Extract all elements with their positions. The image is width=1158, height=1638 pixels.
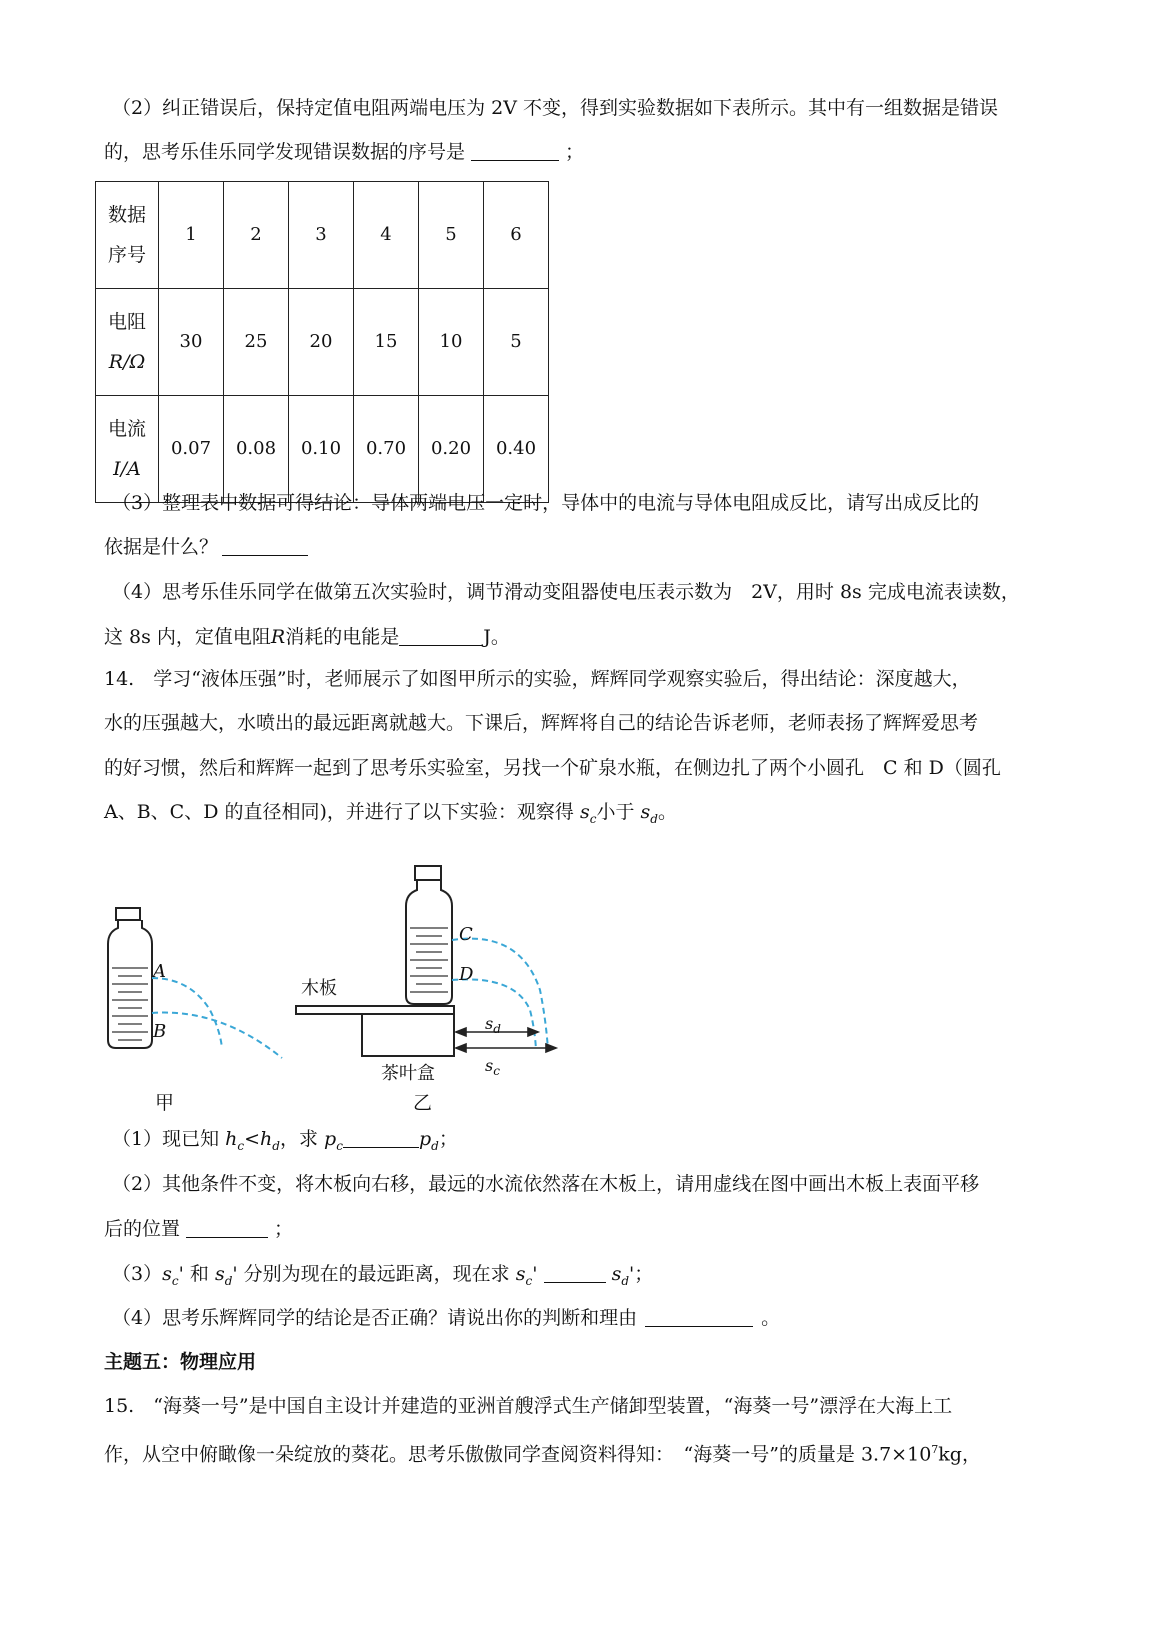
prime: ' [532, 1263, 538, 1285]
label-B: B [153, 1021, 167, 1042]
table-cell: 0.70 [354, 396, 419, 503]
var-s: s [579, 801, 590, 823]
water-lines-yi [410, 928, 448, 992]
table-cell: 0.40 [484, 396, 549, 503]
table-cell: 0.08 [224, 396, 289, 503]
q14-line4-text: A、B、C、D 的直径相同)，并进行了以下实验：观察得 [104, 801, 574, 823]
box-label: 茶叶盒 [381, 1063, 435, 1084]
prime: ' [178, 1263, 184, 1285]
q13-part2-text: 的，思考乐佳乐同学发现错误数据的序号是 [104, 141, 466, 163]
q15-line2 [104, 1438, 981, 1466]
q15-line1: 15. “海葵一号”是中国自主设计并建造的亚洲首艘浮式生产储卸型装置，“海葵一号”漂浮在大海上工 [104, 1395, 953, 1417]
answer-blank[interactable] [544, 1264, 606, 1283]
sub-c: c [237, 1138, 245, 1153]
table-cell: 15 [354, 289, 419, 396]
topic-heading: 主题五：物理应用 [104, 1351, 257, 1373]
q14-sub2-line2 [104, 1217, 293, 1241]
water-jets-jia [152, 978, 282, 1058]
var-s: s [611, 1263, 622, 1285]
var-R: R [270, 626, 286, 648]
answer-blank[interactable] [645, 1308, 753, 1327]
table-cell: 10 [419, 289, 484, 396]
sub-d: d [272, 1138, 280, 1153]
board [296, 1006, 454, 1014]
table-row-seq [96, 182, 549, 289]
unit-kg: kg， [938, 1443, 981, 1466]
q14-sub1-text2: ，求 [279, 1128, 318, 1150]
q13-part2-line2 [104, 140, 584, 164]
table-cell: 25 [224, 289, 289, 396]
var-h: h [225, 1128, 238, 1150]
q14-sub1 [112, 1127, 458, 1158]
caption-jia: 甲 [155, 1092, 175, 1114]
table-cell: 20 [289, 289, 354, 396]
var-p: p [418, 1128, 432, 1150]
q13-part3-line2 [104, 535, 308, 559]
table-cell: 3 [289, 182, 354, 289]
var-s: s [640, 801, 651, 823]
q14-line4 [104, 800, 677, 831]
sub-c: c [336, 1138, 343, 1153]
label-D: D [459, 964, 474, 985]
q14-sub2-line1: （2）其他条件不变，将木板向右移，最远的水流依然落在木板上，请用虚线在图中画出木板上表面平移 [112, 1173, 980, 1195]
punct: ； [565, 141, 585, 163]
table-cell: 4 [354, 182, 419, 289]
table-cell: 1 [159, 182, 224, 289]
q13-part4-line2 [104, 625, 510, 649]
punct: 。 [761, 1307, 781, 1329]
table-cell: 30 [159, 289, 224, 396]
table-cell: 5 [419, 182, 484, 289]
q14-sub4 [112, 1306, 780, 1330]
bottle-jia [108, 908, 152, 1048]
sd-label: $s_d$ [485, 1014, 501, 1037]
punct: ； [438, 1128, 458, 1150]
q13-part4-line1: （4）思考乐佳乐同学在做第五次实验时，调节滑动变阻器使电压表示数为 2V，用时 8s 完成电流表读数， [112, 581, 1020, 603]
q15-line2-text: 作，从空中俯瞰像一朵绽放的葵花。思考乐傲傲同学查阅资料得知： “海葵一号”的质量是 3.7×10 [104, 1443, 932, 1466]
q13-part3-text: 依据是什么？ [104, 536, 219, 558]
table-cell: 5 [484, 289, 549, 396]
label-A: A [153, 961, 166, 982]
q14-sub3-text2: 分别为现在的最远距离，现在求 [243, 1263, 510, 1285]
unit-J: J。 [483, 626, 510, 648]
table-cell: 0.07 [159, 396, 224, 503]
sub-c: c [525, 1273, 533, 1288]
q14-line3: 的好习惯，然后和辉辉一起到了思考乐实验室，另找一个矿泉水瓶，在侧边扎了两个小圆孔 C 和 D（圆孔 [104, 757, 1001, 779]
tea-box [362, 1014, 454, 1056]
answer-blank[interactable] [343, 1129, 419, 1148]
var-s: s [214, 1263, 225, 1285]
punct: ； [634, 1263, 654, 1285]
answer-blank[interactable] [186, 1219, 268, 1238]
board-label: 木板 [301, 978, 337, 999]
punct: 。 [657, 801, 677, 823]
q14-sub1-text: （1）现已知 [112, 1128, 220, 1150]
answer-blank[interactable] [471, 142, 559, 161]
q13-part3-line1: （3）整理表中数据可得结论：导体两端电压一定时，导体中的电流与导体电阻成反比，请写出成反比的 [112, 492, 980, 514]
prime: ' [232, 1263, 238, 1285]
row-header-current: 电流 I/A [96, 396, 159, 503]
table-cell: 6 [484, 182, 549, 289]
q14-sub2-text: 后的位置 [104, 1218, 181, 1240]
table-cell: 2 [224, 182, 289, 289]
sub-d: d [431, 1138, 439, 1153]
prime: ' [629, 1263, 635, 1285]
q13-part2-line1: （2）纠正错误后，保持定值电阻两端电压为 2V 不变，得到实验数据如下表所示。其中有一组数据是错误 [112, 97, 998, 119]
sub-d: d [224, 1273, 233, 1288]
row-header-resistance: 电阻 R/Ω [96, 289, 159, 396]
row-header-seq: 数据 序号 [96, 182, 159, 289]
answer-blank[interactable] [399, 627, 483, 646]
table-row-resistance [96, 289, 549, 396]
sub-d: d [650, 811, 658, 826]
sc-label: $s_c$ [485, 1056, 500, 1079]
sub-d: d [621, 1273, 630, 1288]
var-s: s [162, 1263, 172, 1285]
caption-yi: 乙 [413, 1092, 433, 1114]
label-C: C [459, 924, 473, 945]
exponent: 7 [931, 1443, 939, 1456]
q14-line2: 水的压强越大，水喷出的最远距离就越大。下课后，辉辉将自己的结论告诉老师，老师表扬了辉辉爱思考 [104, 712, 979, 734]
q13-part4-text: 这 8s 内，定值电阻 [104, 626, 271, 648]
q14-line4-text2: 小于 [596, 801, 635, 823]
var-p: p [324, 1128, 337, 1150]
q14-sub4-text: （4）思考乐辉辉同学的结论是否正确？请说出你的判断和理由 [112, 1307, 638, 1329]
sub-c: c [589, 811, 597, 826]
q14-sub3-and: 和 [189, 1263, 209, 1285]
q13-part4-text2: 消耗的电能是 [285, 626, 400, 648]
q14-sub3 [112, 1262, 653, 1293]
q14-sub3-text: （3） [112, 1263, 163, 1285]
answer-blank[interactable] [222, 537, 308, 556]
var-s: s [515, 1263, 526, 1285]
punct: ； [274, 1218, 294, 1240]
table-cell: 0.20 [419, 396, 484, 503]
table-cell: 0.10 [289, 396, 354, 503]
q14-line1: 14. 学习“液体压强”时，老师展示了如图甲所示的实验，辉辉同学观察实验后，得出结论：深度越大， [104, 668, 971, 690]
distance-arrows [456, 1028, 556, 1052]
less-than: < [244, 1128, 261, 1150]
bottle-yi [406, 866, 452, 1004]
sub-c: c [171, 1273, 179, 1288]
data-table [95, 181, 549, 503]
var-h: h [260, 1128, 273, 1150]
table-row-current [96, 396, 549, 503]
water-lines-jia [112, 968, 148, 1040]
